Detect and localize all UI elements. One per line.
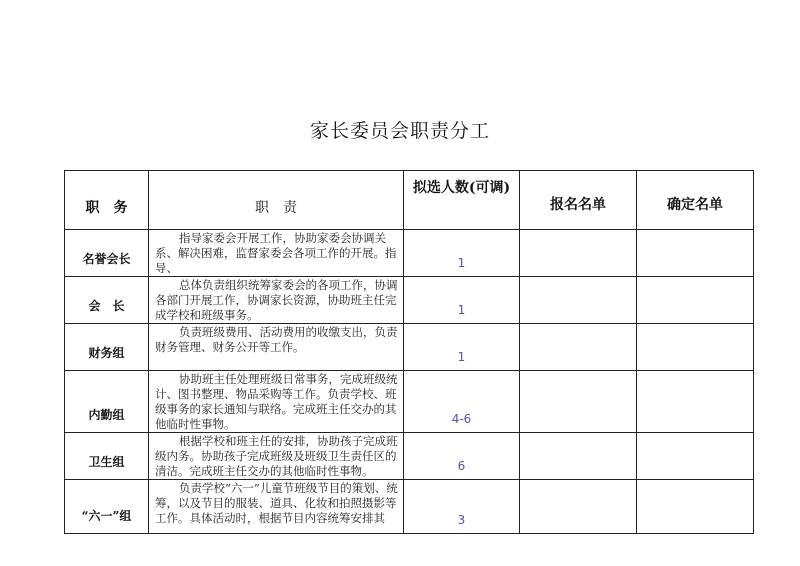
confirmed-cell[interactable]	[637, 230, 754, 277]
table-header-row	[65, 171, 754, 230]
header-confirmed: 确定名单	[637, 171, 754, 230]
role-cell: 名誉会长	[65, 230, 149, 277]
signup-cell[interactable]	[520, 480, 637, 534]
confirmed-cell[interactable]	[637, 371, 754, 433]
header-duty: 职 责	[149, 171, 404, 230]
count-cell: 4-6	[404, 371, 520, 433]
role-cell: 内勤组	[65, 371, 149, 433]
role-cell: 卫生组	[65, 433, 149, 480]
signup-cell[interactable]	[520, 371, 637, 433]
count-cell: 1	[404, 277, 520, 324]
header-signup: 报名名单	[520, 171, 637, 230]
duty-cell: 指导家委会开展工作，协助家委会协调关系、解决困难，监督家委会各项工作的开展。指导、	[149, 230, 404, 277]
header-role: 职 务	[65, 171, 149, 230]
signup-cell[interactable]	[520, 324, 637, 371]
role-cell: 会 长	[65, 277, 149, 324]
duty-table	[64, 170, 754, 534]
table-row	[65, 230, 754, 277]
duty-cell: 负责学校“六一”儿童节班级节目的策划、统筹，以及节目的服装、道具、化妆和拍照摄影等工作。具体活动时，根据节目内容统筹安排其	[149, 480, 404, 534]
duty-cell: 协助班主任处理班级日常事务，完成班级统计、图书整理、物品采购等工作。负责学校、班级事务的家长通知与联络。完成班主任交办的其他临时性事物。	[149, 371, 404, 433]
role-cell: “六一”组	[65, 480, 149, 534]
signup-cell[interactable]	[520, 433, 637, 480]
duty-cell: 根据学校和班主任的安排，协助孩子完成班级内务。协助孩子完成班级及班级卫生责任区的清洁。完成班主任交办的其他临时性事物。	[149, 433, 404, 480]
count-cell: 3	[404, 480, 520, 534]
signup-cell[interactable]	[520, 277, 637, 324]
count-cell: 1	[404, 324, 520, 371]
count-cell: 1	[404, 230, 520, 277]
document-title: 家长委员会职责分工	[309, 120, 490, 142]
table-row	[65, 371, 754, 433]
table-row	[65, 480, 754, 534]
duty-cell: 负责班级费用、活动费用的收缴支出，负责财务管理、财务公开等工作。	[149, 324, 404, 371]
confirmed-cell[interactable]	[637, 324, 754, 371]
role-cell: 财务组	[65, 324, 149, 371]
table-row	[65, 324, 754, 371]
confirmed-cell[interactable]	[637, 433, 754, 480]
table-row	[65, 433, 754, 480]
table-row	[65, 277, 754, 324]
signup-cell[interactable]	[520, 230, 637, 277]
confirmed-cell[interactable]	[637, 277, 754, 324]
header-count: 拟选人数(可调)	[404, 171, 520, 230]
confirmed-cell[interactable]	[637, 480, 754, 534]
count-cell: 6	[404, 433, 520, 480]
duty-cell: 总体负责组织统筹家委会的各项工作，协调各部门开展工作，协调家长资源，协助班主任完成学校和班级事务。	[149, 277, 404, 324]
